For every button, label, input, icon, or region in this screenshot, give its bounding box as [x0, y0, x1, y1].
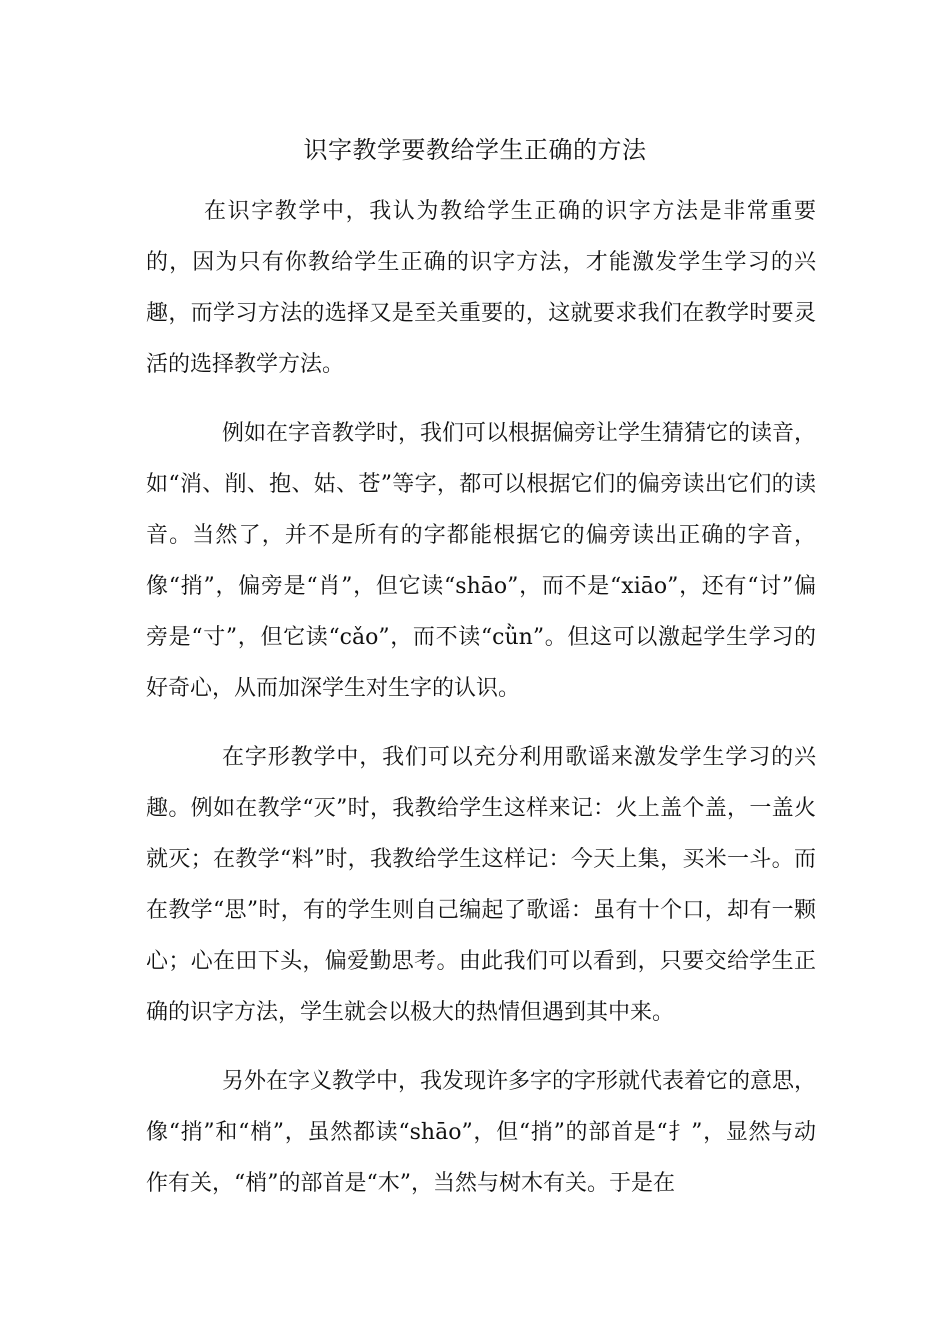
document-body [146, 186, 816, 1227]
paragraph-3: 在字形教学中，我们可以充分利用歌谣来激发学生学习的兴趣。例如在教学“灭”时，我教给学生这样来记：火上盖个盖，一盖火就灭；在教学“料”时，我教给学生这样记：今天上集，买米一斗。而在教学“思”时，有的学生则自己编起了歌谣：虽有十个口，却有一颗心；心在田下头，偏爱勤思考。由此我们可以看到，只要交给学生正确的识字方法，学生就会以极大的热情但遇到其中来。 [146, 745, 816, 1025]
document-title: 识字教学要教给学生正确的方法 [303, 136, 647, 164]
paragraph-4: 另外在字义教学中，我发现许多字的字形就代表着它的意思，像“捎”和“梢”，虽然都读“shāo”，但“捎”的部首是“扌”，显然与动作有关，“梢”的部首是“木”，当然与树木有关。于是在 [146, 1069, 817, 1196]
paragraph-2: 例如在字音教学时，我们可以根据偏旁让学生猜猜它的读音，如“消、削、抱、姑、苍”等字，都可以根据它们的偏旁读出它们的读音。当然了，并不是所有的字都能根据它的偏旁读出正确的字音，像“捎”，偏旁是“肖”，但它读“shāo”，而不是“xiāo”，还有“讨”偏旁是“寸”，但它读“cǎo”，而不读“cǜn”。但这可以激起学生学习的好奇心，从而加深学生对生字的认识。 [146, 421, 817, 701]
paragraph-1: 在识字教学中，我认为教给学生正确的识字方法是非常重要的，因为只有你教给学生正确的识字方法，才能激发学生学习的兴趣，而学习方法的选择又是至关重要的，这就要求我们在教学时要灵活的选择教学方法。 [146, 199, 816, 377]
